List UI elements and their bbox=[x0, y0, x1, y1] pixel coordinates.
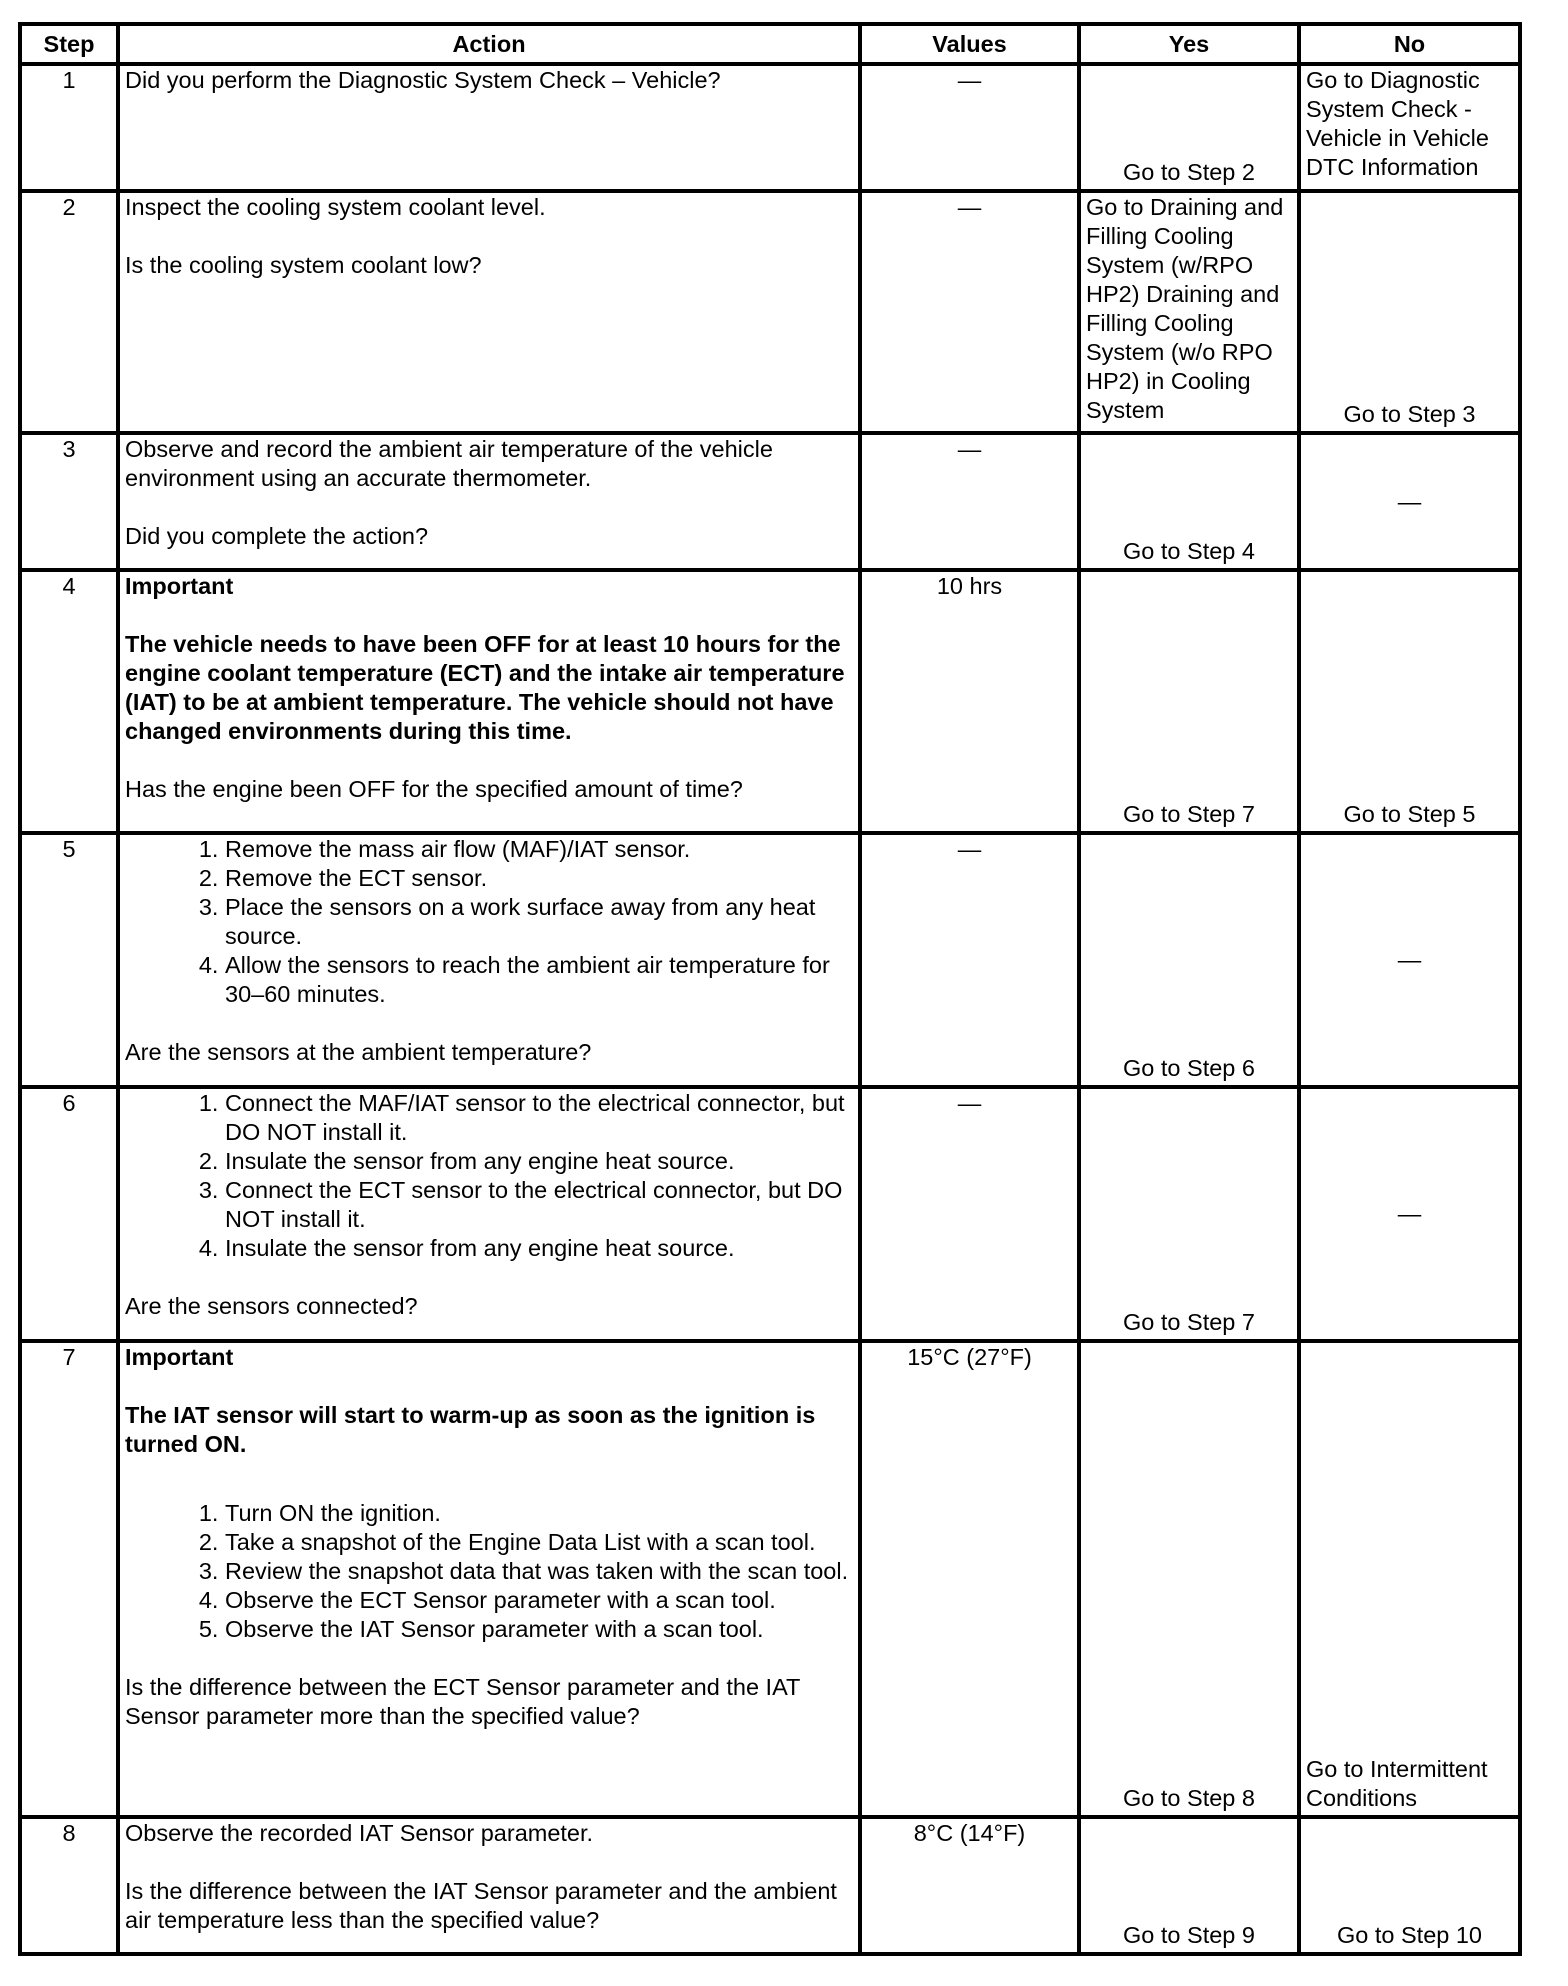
instruction-item: 1. Turn ON the ignition. bbox=[225, 1499, 853, 1528]
header-yes: Yes bbox=[1079, 24, 1299, 64]
action-question: Are the sensors at the ambient temperature? bbox=[125, 1039, 592, 1065]
step-number: 4 bbox=[20, 570, 118, 833]
instruction-item: 2. Take a snapshot of the Engine Data List with a scan tool. bbox=[225, 1528, 853, 1557]
value-cell: — bbox=[860, 433, 1079, 570]
yes-link[interactable]: Go to Step 7 bbox=[1123, 801, 1255, 827]
step-number: 8 bbox=[20, 1817, 118, 1954]
diagnostic-table bbox=[18, 22, 1522, 1956]
header-values: Values bbox=[860, 24, 1079, 64]
table-row bbox=[20, 191, 1520, 433]
action-cell bbox=[118, 570, 860, 833]
yes-cell bbox=[1079, 64, 1299, 191]
action-text: Observe the recorded IAT Sensor parameter. bbox=[125, 1820, 594, 1846]
no-link[interactable]: Go to Intermittent Conditions bbox=[1306, 1756, 1488, 1811]
no-link[interactable]: Go to Step 5 bbox=[1343, 801, 1476, 827]
instruction-item: 5. Observe the IAT Sensor parameter with a scan tool. bbox=[225, 1615, 853, 1644]
header-row bbox=[20, 24, 1520, 64]
header-action: Action bbox=[118, 24, 860, 64]
no-link: — bbox=[1397, 488, 1422, 514]
instruction-list bbox=[125, 1089, 853, 1263]
action-cell bbox=[118, 1341, 860, 1817]
action-cell bbox=[118, 1087, 860, 1341]
yes-cell bbox=[1079, 833, 1299, 1087]
yes-link[interactable]: Go to Step 6 bbox=[1123, 1055, 1255, 1081]
action-cell bbox=[118, 191, 860, 433]
value-cell: 10 hrs bbox=[860, 570, 1079, 833]
important-text: The vehicle needs to have been OFF for at least 10 hours for the engine coolant temperature (ECT) and the intake air temperature (IAT) to be at ambient temperature. The vehicle should not have changed environments during this time. bbox=[125, 631, 845, 744]
important-label: Important bbox=[125, 573, 234, 599]
yes-link[interactable]: Go to Draining and Filling Cooling System (w/RPO HP2) Draining and Filling Cooling System (w/o RPO HP2) in Cooling System bbox=[1086, 194, 1284, 423]
header-step: Step bbox=[20, 24, 118, 64]
table-row bbox=[20, 1087, 1520, 1341]
value-cell: — bbox=[860, 64, 1079, 191]
instruction-item: 4. Allow the sensors to reach the ambient air temperature for 30–60 minutes. bbox=[225, 951, 853, 1009]
instruction-item: 4. Insulate the sensor from any engine heat source. bbox=[225, 1234, 853, 1263]
value-cell: 15°C (27°F) bbox=[860, 1341, 1079, 1817]
yes-cell bbox=[1079, 191, 1299, 433]
yes-cell bbox=[1079, 433, 1299, 570]
instruction-item: 3. Connect the ECT sensor to the electrical connector, but DO NOT install it. bbox=[225, 1176, 853, 1234]
yes-cell bbox=[1079, 1087, 1299, 1341]
action-question: Is the difference between the ECT Sensor parameter and the IAT Sensor parameter more than the specified value? bbox=[125, 1674, 800, 1729]
table-row bbox=[20, 1341, 1520, 1817]
step-number: 1 bbox=[20, 64, 118, 191]
value-cell: 8°C (14°F) bbox=[860, 1817, 1079, 1954]
step-number: 2 bbox=[20, 191, 118, 433]
no-cell bbox=[1299, 191, 1520, 433]
no-cell bbox=[1299, 1087, 1520, 1341]
no-cell bbox=[1299, 1341, 1520, 1817]
no-link[interactable]: Go to Step 3 bbox=[1343, 401, 1476, 427]
yes-link[interactable]: Go to Step 9 bbox=[1123, 1922, 1255, 1948]
instruction-item: 4. Observe the ECT Sensor parameter with a scan tool. bbox=[225, 1586, 853, 1615]
instruction-item: 2. Insulate the sensor from any engine heat source. bbox=[225, 1147, 853, 1176]
action-question: Did you complete the action? bbox=[125, 523, 429, 549]
yes-cell bbox=[1079, 1341, 1299, 1817]
action-cell bbox=[118, 64, 860, 191]
no-cell bbox=[1299, 1817, 1520, 1954]
action-cell bbox=[118, 1817, 860, 1954]
value-cell: — bbox=[860, 1087, 1079, 1341]
yes-link[interactable]: Go to Step 4 bbox=[1123, 538, 1255, 564]
action-text: Observe and record the ambient air temperature of the vehicle environment using an accurate thermometer. bbox=[125, 436, 773, 491]
instruction-list bbox=[125, 835, 853, 1009]
important-text: The IAT sensor will start to warm-up as soon as the ignition is turned ON. bbox=[125, 1402, 816, 1457]
step-number: 7 bbox=[20, 1341, 118, 1817]
step-number: 5 bbox=[20, 833, 118, 1087]
no-link[interactable]: Go to Diagnostic System Check - Vehicle in Vehicle DTC Information bbox=[1306, 67, 1489, 180]
no-cell bbox=[1299, 570, 1520, 833]
yes-link[interactable]: Go to Step 8 bbox=[1123, 1785, 1255, 1811]
table-row bbox=[20, 570, 1520, 833]
action-question: Are the sensors connected? bbox=[125, 1293, 418, 1319]
no-link[interactable]: Go to Step 10 bbox=[1336, 1922, 1483, 1948]
no-link: — bbox=[1397, 1200, 1422, 1227]
yes-cell bbox=[1079, 570, 1299, 833]
instruction-item: 1. Connect the MAF/IAT sensor to the electrical connector, but DO NOT install it. bbox=[225, 1089, 853, 1147]
no-cell bbox=[1299, 433, 1520, 570]
action-cell bbox=[118, 433, 860, 570]
yes-link[interactable]: Go to Step 2 bbox=[1123, 159, 1255, 185]
action-cell bbox=[118, 833, 860, 1087]
table-row bbox=[20, 64, 1520, 191]
header-no: No bbox=[1299, 24, 1520, 64]
instruction-item: 1. Remove the mass air flow (MAF)/IAT sensor. bbox=[225, 835, 853, 864]
no-cell bbox=[1299, 64, 1520, 191]
table-row bbox=[20, 433, 1520, 570]
yes-link[interactable]: Go to Step 7 bbox=[1123, 1309, 1255, 1335]
action-question: Did you perform the Diagnostic System Check – Vehicle? bbox=[125, 67, 721, 93]
action-question: Has the engine been OFF for the specified amount of time? bbox=[125, 776, 743, 802]
instruction-item: 3. Place the sensors on a work surface away from any heat source. bbox=[225, 893, 853, 951]
step-number: 6 bbox=[20, 1087, 118, 1341]
step-number: 3 bbox=[20, 433, 118, 570]
no-link: — bbox=[1397, 946, 1422, 973]
action-question: Is the cooling system coolant low? bbox=[125, 252, 482, 278]
value-cell: — bbox=[860, 833, 1079, 1087]
important-label: Important bbox=[125, 1344, 234, 1370]
value-cell: — bbox=[860, 191, 1079, 433]
no-cell bbox=[1299, 833, 1520, 1087]
instruction-item: 2. Remove the ECT sensor. bbox=[225, 864, 853, 893]
table-row bbox=[20, 833, 1520, 1087]
action-question: Is the difference between the IAT Sensor parameter and the ambient air temperature less than the specified value? bbox=[125, 1878, 837, 1933]
yes-cell bbox=[1079, 1817, 1299, 1954]
action-text: Inspect the cooling system coolant level. bbox=[125, 194, 546, 220]
instruction-item: 3. Review the snapshot data that was taken with the scan tool. bbox=[225, 1557, 853, 1586]
table-row bbox=[20, 1817, 1520, 1954]
instruction-list bbox=[125, 1499, 853, 1644]
